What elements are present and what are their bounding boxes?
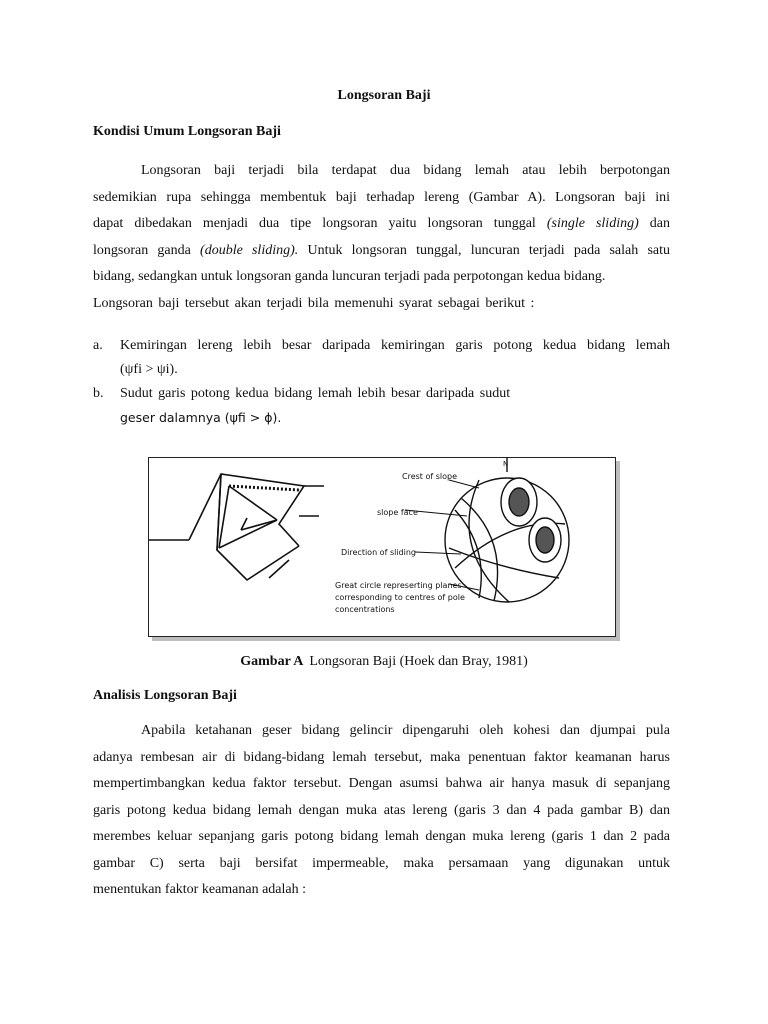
stereonet-diagram [445,458,569,602]
italic-term: (single sliding) [546,216,639,231]
paragraph-line: sedemikian rupa sehingga membentuk baji terhadap lereng (Gambar A). Longsoran baji ini [93,189,670,205]
list-marker: a. [93,338,103,353]
paragraph-line: Longsoran baji terjadi bila terdapat dua bidang lemah atau lebih berpotongan [141,163,670,178]
list-marker: b. [93,386,104,401]
figure-caption [0,654,768,670]
paragraph-kondisi [93,158,670,291]
page-title: Longsoran Baji [337,88,431,103]
paragraph-line: gambar C) serta baji bersifat impermeable, maka persamaan yang digunakan untuk [93,855,670,871]
paragraph-syarat: Longsoran baji tersebut akan terjadi bila memenuhi syarat sebagai berikut : [93,296,535,311]
paragraph-analisis [93,718,670,904]
label-great-circle: Great circle represerting planes [335,581,462,590]
label-great-circle: corresponding to centres of pole [335,593,465,602]
label-direction-of-sliding: Direction of sliding [341,548,416,557]
label-crest-of-slope: Crest of slope [402,472,458,481]
paragraph-line: Apabila ketahanan geser bidang gelincir dipengaruhi oleh kohesi dan djumpai pula [141,723,670,738]
figure-wedge-failure [148,457,616,637]
label-leaders [405,480,479,590]
list-item [93,334,670,382]
section-heading-analisis: Analisis Longsoran Baji [93,688,237,703]
list-item [93,382,670,430]
paragraph-line: adanya rembesan air di bidang-bidang lemah tersebut, maka penentuan faktor keamanan harus [93,749,670,765]
wedge-block-diagram [149,474,324,580]
conditions-list [93,334,670,430]
paragraph-line: bidang, sedangkan untuk longsoran ganda luncuran terjadi pada perpotongan kedua bidang. [93,269,606,284]
paragraph-line: menentukan faktor keamanan adalah : [93,882,307,897]
paragraph-line: garis potong kedua bidang lemah dengan muka atas lereng (garis 3 dan 4 pada gambar B) dan [93,802,670,818]
caption-label: Gambar A [240,654,304,669]
label-great-circle: concentrations [335,605,395,614]
section-heading-kondisi: Kondisi Umum Longsoran Baji [93,124,281,139]
paragraph-line: dapat dibedakan menjadi dua tipe longsoran yaitu longsoran tunggal (single sliding) dan [93,216,670,231]
figure-drawing [149,458,615,636]
paragraph-line: longsoran ganda (double sliding). Untuk longsoran tunggal, luncuran terjadi pada salah satu [93,242,670,258]
caption-text: Longsoran Baji (Hoek dan Bray, 1981) [309,654,528,669]
list-line: Kemiringan lereng lebih besar daripada kemiringan garis potong kedua bidang lemah [120,338,670,353]
label-north: N [503,460,509,468]
italic-term: (double sliding). [200,242,299,258]
paragraph-line: merembes keluar sepanjang garis potong bidang lemah dengan muka lereng (garis 1 dan 2 pada [93,829,670,844]
label-slope-face: slope face [377,508,418,517]
list-line: Sudut garis potong kedua bidang lemah lebih besar daripada sudut [120,386,511,401]
list-line: (ψfi > ψi). [120,362,178,377]
paragraph-line: mempertimbangkan kedua faktor tersebut. Dengan asumsi bahwa air hanya masuk di sepanjang [93,776,670,791]
list-line: geser dalamnya (ψfi > ϕ). [120,410,282,425]
